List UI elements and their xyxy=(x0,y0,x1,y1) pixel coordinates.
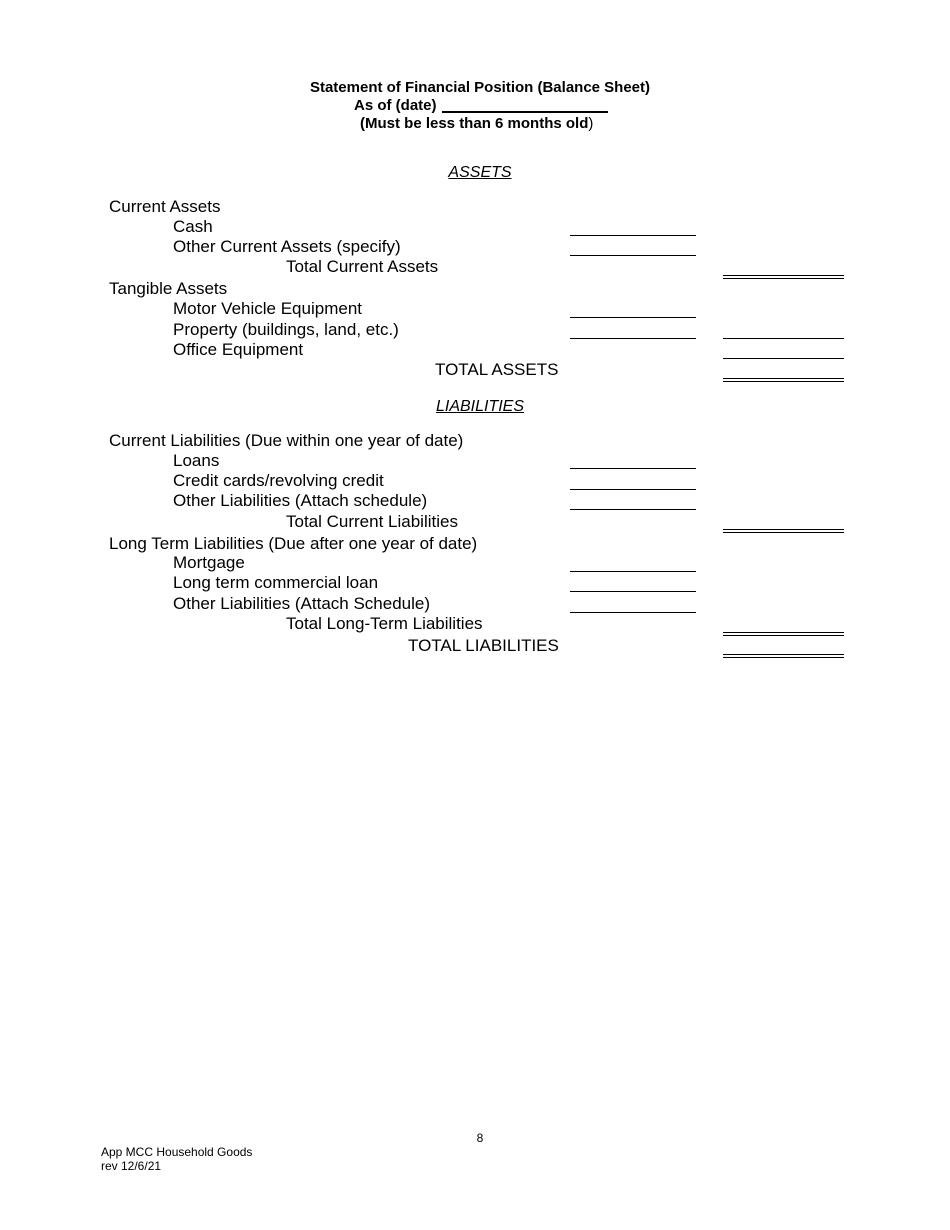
total-liabilities-field[interactable] xyxy=(723,654,844,658)
loans-label: Loans xyxy=(173,451,220,470)
office-equipment-label: Office Equipment xyxy=(173,340,304,359)
motor-vehicle-field[interactable] xyxy=(570,317,696,318)
long-term-liabilities-heading: Long Term Liabilities (Due after one year of date) xyxy=(109,534,478,553)
total-long-term-liabilities-label: Total Long-Term Liabilities xyxy=(286,614,483,633)
current-assets-heading: Current Assets xyxy=(109,197,221,216)
commercial-loan-field[interactable] xyxy=(570,591,696,592)
credit-cards-field[interactable] xyxy=(570,489,696,490)
office-equipment-field[interactable] xyxy=(723,358,844,359)
age-note xyxy=(360,115,593,132)
property-field[interactable] xyxy=(570,338,696,339)
property-label: Property (buildings, land, etc.) xyxy=(173,320,399,339)
total-current-liabilities-label: Total Current Liabilities xyxy=(286,512,458,531)
as-of-date-blank[interactable] xyxy=(442,111,608,113)
page-number: 8 xyxy=(476,1131,484,1145)
document-title: Statement of Financial Position (Balance Sheet) xyxy=(309,79,651,96)
other-current-liabilities-label: Other Liabilities (Attach schedule) xyxy=(173,491,428,510)
mortgage-label: Mortgage xyxy=(173,553,245,572)
total-assets-label: TOTAL ASSETS xyxy=(435,360,559,379)
cash-field[interactable] xyxy=(570,235,696,236)
tangible-assets-heading: Tangible Assets xyxy=(109,279,228,298)
other-long-term-liabilities-field[interactable] xyxy=(570,612,696,613)
current-liabilities-heading: Current Liabilities (Due within one year of date) xyxy=(109,431,464,450)
credit-cards-label: Credit cards/revolving credit xyxy=(173,471,384,490)
commercial-loan-label: Long term commercial loan xyxy=(173,573,379,592)
total-current-assets-label: Total Current Assets xyxy=(286,257,439,276)
total-current-liabilities-field[interactable] xyxy=(723,529,844,533)
cash-label: Cash xyxy=(173,217,213,236)
motor-vehicle-label: Motor Vehicle Equipment xyxy=(173,299,362,318)
total-liabilities-label: TOTAL LIABILITIES xyxy=(408,636,559,655)
as-of-date-label: As of (date) xyxy=(354,97,437,114)
total-long-term-liabilities-field[interactable] xyxy=(723,632,844,636)
other-current-assets-label: Other Current Assets (specify) xyxy=(173,237,401,256)
form-name: App MCC Household Goods xyxy=(101,1145,253,1159)
mortgage-field[interactable] xyxy=(570,571,696,572)
loans-field[interactable] xyxy=(570,468,696,469)
liabilities-section-title: LIABILITIES xyxy=(435,398,525,415)
other-long-term-liabilities-label: Other Liabilities (Attach Schedule) xyxy=(173,594,431,613)
age-note-bold: (Must be less than 6 months old xyxy=(360,115,589,132)
total-assets-field[interactable] xyxy=(723,378,844,382)
other-current-assets-field[interactable] xyxy=(570,255,696,256)
tangible-subtotal-field[interactable] xyxy=(723,338,844,339)
other-current-liabilities-field[interactable] xyxy=(570,509,696,510)
assets-section-title: ASSETS xyxy=(448,164,512,181)
age-note-close: ) xyxy=(588,115,594,132)
revision-date: rev 12/6/21 xyxy=(101,1159,162,1173)
total-current-assets-field[interactable] xyxy=(723,275,844,279)
